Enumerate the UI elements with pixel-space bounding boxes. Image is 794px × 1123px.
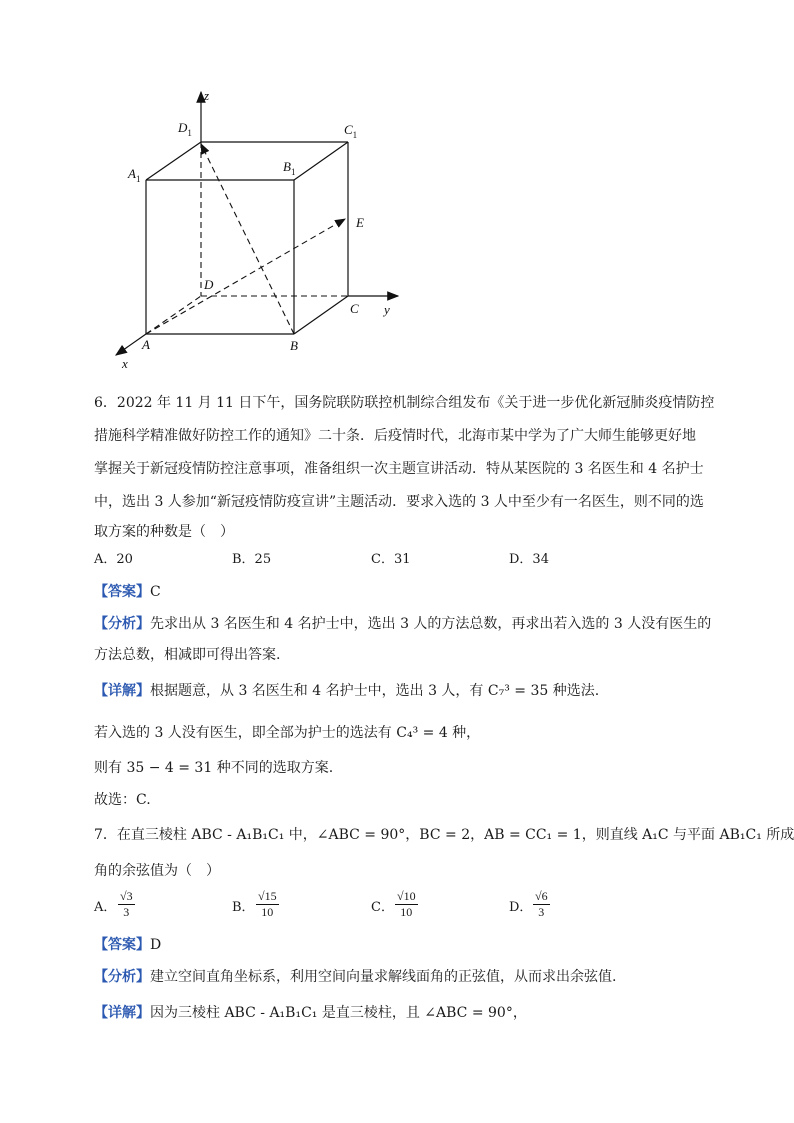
label-D: D xyxy=(204,277,214,292)
q7-option-b-denominator: 10 xyxy=(261,905,274,919)
q6-stem-line-1: 6．2022 年 11 月 11 日下午，国务院联防联控机制综合组发布《关于进一步优化新冠肺炎疫情防控 xyxy=(94,395,715,411)
label-A1: $A_1$ xyxy=(128,166,141,184)
label-y: y xyxy=(384,302,390,317)
label-x: x xyxy=(122,356,128,371)
q7-option-d-numerator: √6 xyxy=(535,889,548,903)
q7-option-b-fraction xyxy=(256,889,279,920)
answer-tag: 【答案】 xyxy=(94,937,150,953)
label-A: A xyxy=(142,337,150,352)
q7-option-c-fraction xyxy=(395,889,418,920)
q7-option-d-letter: D． xyxy=(509,900,533,915)
q6-stem-line-3: 掌握关于新冠疫情防控注意事项，准备组织一次主题宣讲活动．特从某医院的 3 名医生和 4 名护士 xyxy=(94,461,704,477)
q7-option-c-denominator: 10 xyxy=(400,905,413,919)
q6-analysis-line-1 xyxy=(94,614,711,634)
q7-option-d-denominator: 3 xyxy=(538,905,545,919)
q7-analysis-text-1: 建立空间直角坐标系，利用空间向量求解线面角的正弦值，从而求出余弦值. xyxy=(150,969,617,985)
q6-detail-line-1 xyxy=(94,681,599,701)
q7-detail-text-1: 因为三棱柱 ABC - A₁B₁C₁ 是直三棱柱，且 ∠ABC = 90°， xyxy=(150,1005,527,1021)
label-z: z xyxy=(204,88,210,103)
q6-option-d: D．34 xyxy=(509,552,549,567)
q7-detail-line-1 xyxy=(94,1003,527,1023)
label-C: C xyxy=(350,301,359,316)
q7-option-a-letter: A． xyxy=(94,900,117,915)
vector-AE xyxy=(146,219,345,334)
q6-answer-value: C xyxy=(150,584,161,600)
edge-A1D1 xyxy=(146,142,201,180)
edge-AD xyxy=(146,296,201,334)
q7-option-b-numerator: √15 xyxy=(258,889,277,903)
q6-stem-line-2: 措施科学精准做好防控工作的通知》二十条．后疫情时代，北海市某中学为了广大师生能够更好地 xyxy=(94,428,696,444)
cube-figure xyxy=(100,82,410,377)
label-E: E xyxy=(356,215,364,230)
q7-analysis-line-1 xyxy=(94,967,616,987)
q6-analysis-text-1: 先求出从 3 名医生和 4 名护士中，选出 3 人的方法总数，再求出若入选的 3 人没有医生的 xyxy=(150,616,712,632)
edge-B1C1 xyxy=(294,142,348,180)
answer-tag: 【答案】 xyxy=(94,584,150,600)
q6-stem-line-5: 取方案的种数是（ ） xyxy=(94,524,234,540)
q7-option-a-numerator: √3 xyxy=(120,889,133,903)
edge-BC xyxy=(294,296,348,334)
q7-answer-value: D xyxy=(150,937,162,953)
q7-answer xyxy=(94,935,161,955)
q6-detail-line-2: 若入选的 3 人没有医生，即全部为护士的选法有 C₄³ = 4 种， xyxy=(94,725,481,741)
analysis-tag: 【分析】 xyxy=(94,969,150,985)
label-D1: $D_1$ xyxy=(178,120,192,138)
q6-option-a: A．20 xyxy=(94,552,133,567)
analysis-tag: 【分析】 xyxy=(94,616,150,632)
q7-option-c-letter: C． xyxy=(371,900,394,915)
q6-stem-line-4: 中，选出 3 人参加“新冠疫情防疫宣讲”主题活动．要求入选的 3 人中至少有一名医生，则不同的选 xyxy=(94,494,704,510)
q6-detail-line-3: 则有 35 − 4 = 31 种不同的选取方案. xyxy=(94,760,334,776)
label-B: B xyxy=(290,338,298,353)
q6-detail-line-4: 故选：C. xyxy=(94,792,151,808)
q7-option-c-numerator: √10 xyxy=(397,889,416,903)
detail-tag: 【详解】 xyxy=(94,1005,150,1021)
q7-option-a-denominator: 3 xyxy=(123,905,130,919)
label-B1: $B_1$ xyxy=(283,159,296,177)
label-C1: $C_1$ xyxy=(344,122,358,140)
q7-option-b-letter: B． xyxy=(232,900,255,915)
detail-tag: 【详解】 xyxy=(94,683,150,699)
q7-option-a-fraction xyxy=(118,889,135,920)
q6-detail-text-1: 根据题意，从 3 名医生和 4 名护士中，选出 3 人，有 C₇³ = 35 种选法. xyxy=(150,683,600,699)
q6-option-c: C．31 xyxy=(371,552,411,567)
q6-analysis-line-2: 方法总数，相减即可得出答案. xyxy=(94,647,281,663)
q6-answer xyxy=(94,582,161,602)
q7-stem-line-2: 角的余弦值为（ ） xyxy=(94,863,220,879)
vector-BD1 xyxy=(201,144,294,334)
q6-option-b: B．25 xyxy=(232,552,272,567)
q7-option-d-fraction xyxy=(533,889,550,920)
q7-stem-line-1: 7．在直三棱柱 ABC - A₁B₁C₁ 中，∠ABC = 90°，BC = 2，AB = CC₁ = 1，则直线 A₁C 与平面 AB₁C₁ 所成 xyxy=(94,827,794,843)
